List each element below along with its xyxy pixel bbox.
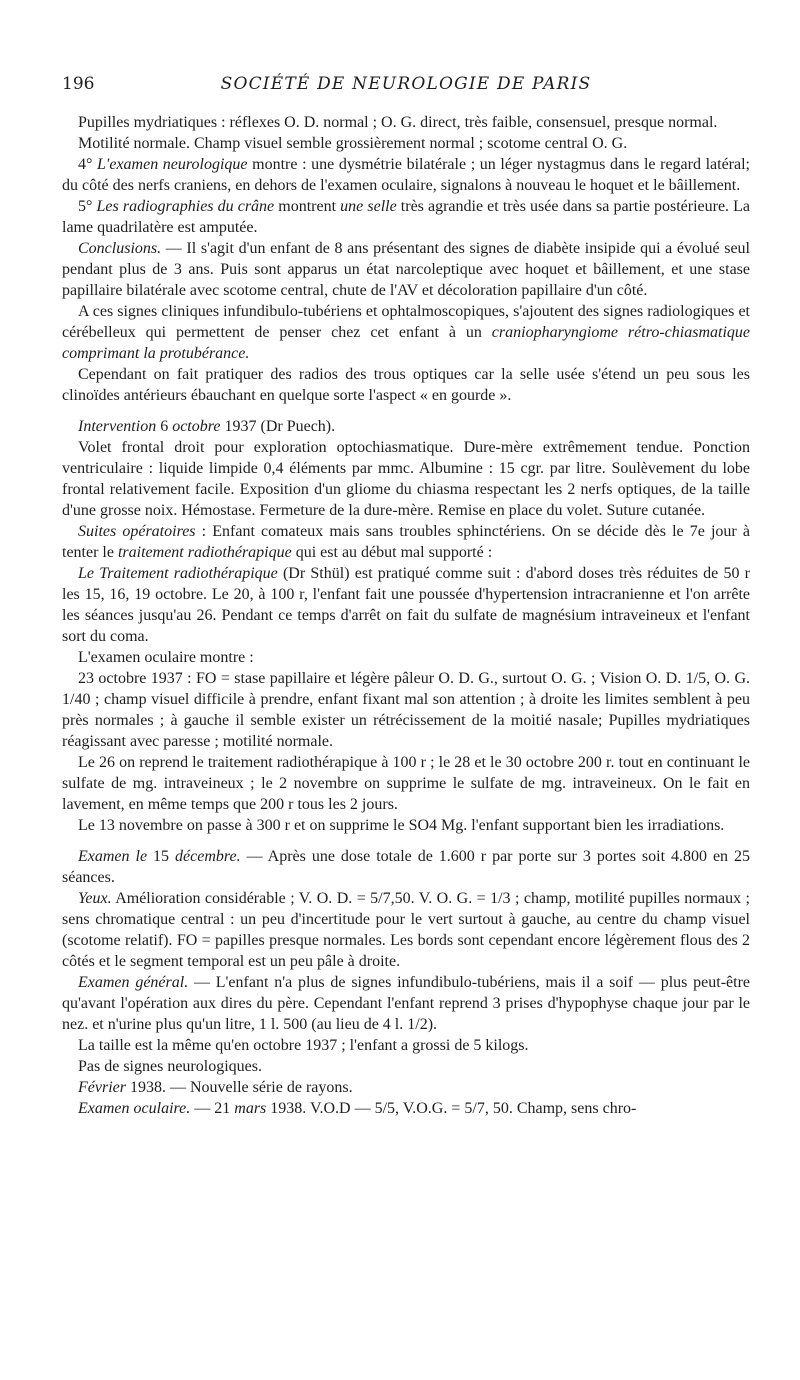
italic-text: mars <box>234 1100 267 1117</box>
text-run: Le 26 on reprend le traitement radiothérapique à 100 r ; le 28 et le 30 octobre 200 r. tout en continuant le sulfate de mg. intraveineux ; le 2 novembre on supprime le sulfate de mg. intraveineux. On le fait en lavement, en même temps que 200 r tous les 2 jours. <box>62 754 750 813</box>
text-run: A ces signes cliniques infundibulo-tubériens et ophtalmoscopiques, s'ajoutent des signes radiologiques et cérébelleux qui permettent de penser chez cet enfant à un <box>62 303 750 341</box>
italic-text: octobre <box>172 418 221 435</box>
italic-text: Conclusions. <box>78 240 162 257</box>
paragraph <box>62 647 750 668</box>
paragraph <box>62 972 750 1035</box>
paragraph <box>62 196 750 238</box>
italic-text: traitement radiothérapique <box>117 544 292 561</box>
text-run: montre : une dysmétrie bilatérale ; un léger nystagmus dans le regard latéral; du côté des nerfs craniens, en dehors de l'examen oculaire, signalons à nouveau le hoquet et le bâillement. <box>62 156 751 194</box>
text-run: 6 <box>156 418 173 435</box>
page-number: 196 <box>62 74 95 94</box>
text-run: : Enfant comateux mais sans troubles sphinctériens. On se décide dès le 7e jour à tenter le <box>62 523 750 561</box>
running-title: SOCIÉTÉ DE NEUROLOGIE DE PARIS <box>220 74 592 94</box>
text-run: Cependant on fait pratiquer des radios des trous optiques car la selle usée s'étend un peu sous les clinoïdes antérieurs ébauchant en quelque sorte l'aspect « en gourde ». <box>62 366 750 404</box>
running-header <box>62 74 750 98</box>
text-run: — Il s'agit d'un enfant de 8 ans présentant des signes de diabète insipide qui a évolué seul pendant plus de 3 ans. Puis sont apparus un état narcoleptique avec hoquet et bâillement, et une stase papillaire bilatérale avec scotome central, chute de l'AV et décoloration papillaire d'un côté. <box>62 240 750 299</box>
text-run: — L'enfant n'a plus de signes infundibulo-tubériens, mais il a soif — plus peut-être qu'avant l'opération aux dires du père. Cependant l'enfant reprend 3 prises d'hypophyse chaque jour par le nez. et n'urine plus qu'un litre, 1 l. 500 (au lieu de 4 l. 1/2). <box>62 974 751 1033</box>
text-run: 5° <box>78 198 97 215</box>
text-run: 4° <box>78 156 98 173</box>
text-run: 15 <box>147 848 176 865</box>
text-run: 1937 (Dr Puech). <box>220 418 336 435</box>
text-run: Volet frontal droit pour exploration optochiasmatique. Dure-mère extrêmement tendue. Ponction ventriculaire : liquide limpide 0,4 éléments par mmc. Albumine : 15 cgr. par litre. Soulèvement du lobe frontal relativement facile. Exposition d'un gliome du chiasma respectant les 2 nerfs optiques, de la taille d'une grosse noix. Hémostase. Fermeture de la dure-mère. Remise en place du volet. Suture cutanée. <box>62 439 750 519</box>
text-run: — 21 <box>190 1100 235 1117</box>
paragraph <box>62 668 750 752</box>
text-run: 1938. V.O.D — 5/5, V.O.G. = 5/7, 50. Champ, sens chro- <box>266 1100 637 1117</box>
paragraph <box>62 1098 750 1119</box>
italic-text: Suites opératoires <box>78 523 196 540</box>
text-run: 23 octobre 1937 : FO = stase papillaire et légère pâleur O. D. G., surtout O. G. ; Vision O. D. 1/5, O. G. 1/40 ; champ visuel difficile à prendre, enfant fixant mal son attention ; à droite les limites semblent à peu près normales ; à gauche il semble exister un rétrécissement de la moitié nasale; Pupilles mydriatiques réagissant avec paresse ; motilité normale. <box>62 670 750 750</box>
text-run: Amélioration considérable ; V. O. D. = 5/7,50. V. O. G. = 1/3 ; champ, motilité pupilles normaux ; sens chromatique central : un peu d'incertitude pour le vert surtout à gauche, au centre du champ visuel (scotome relatif). FO = papilles presque normales. Les bords sont cependant encore légèrement flous des 2 côtés et le segment temporal est un peu pâle à droite. <box>62 890 750 970</box>
text-run: — Après une dose totale de 1.600 r par porte sur 3 portes soit 4.800 en 25 séances. <box>62 848 751 886</box>
italic-text: Examen oculaire. <box>78 1100 191 1117</box>
italic-text: Intervention <box>78 418 157 435</box>
paragraph <box>62 1035 750 1056</box>
paragraph <box>62 521 750 563</box>
italic-text: Examen général. <box>78 974 189 991</box>
text-run: Pupilles mydriatiques : réflexes O. D. normal ; O. G. direct, très faible, consensuel, presque normal. <box>78 114 718 131</box>
paragraph <box>62 416 750 437</box>
italic-text: Février <box>78 1079 126 1096</box>
paragraph <box>62 364 750 406</box>
italic-text: L'examen neurologique <box>97 156 248 173</box>
paragraph <box>62 1077 750 1098</box>
italic-text: Yeux. <box>78 890 112 907</box>
paragraph <box>62 301 750 364</box>
italic-text: Les radiographies du crâne <box>96 198 275 215</box>
paragraph <box>62 563 750 647</box>
article-body <box>62 112 750 1119</box>
text-run: (Dr Sthül) est pratiqué comme suit : d'abord doses très réduites de 50 r les 15, 16, 19 octobre. Le 20, à 100 r, l'enfant fait une poussée d'hypertension intracranienne et l'on arrête les séances jusqu'au 26. Pendant ce temps d'arrêt on fait du sulfate de magnésium intraveineux et l'enfant sort du coma. <box>62 565 750 645</box>
paragraph <box>62 437 750 521</box>
paragraph <box>62 238 750 301</box>
paragraph <box>62 752 750 815</box>
text-run: L'examen oculaire montre : <box>78 649 254 666</box>
paragraph <box>62 846 750 888</box>
paragraph <box>62 1056 750 1077</box>
paragraph <box>62 112 750 133</box>
text-run: très agrandie et très usée dans sa partie postérieure. La lame quadrilatère est amputée. <box>62 198 751 236</box>
text-run: montrent <box>274 198 341 215</box>
text-run: Motilité normale. Champ visuel semble grossièrement normal ; scotome central O. G. <box>78 135 628 152</box>
text-run: La taille est la même qu'en octobre 1937 ; l'enfant a grossi de 5 kilogs. <box>78 1037 529 1054</box>
text-run: qui est au début mal supporté : <box>291 544 493 561</box>
italic-text: Le Traitement radiothérapique <box>78 565 278 582</box>
paragraph <box>62 815 750 836</box>
text-run: Pas de signes neurologiques. <box>78 1058 262 1075</box>
italic-text: une selle <box>340 198 397 215</box>
paragraph <box>62 154 750 196</box>
italic-text: Examen le <box>78 848 148 865</box>
text-run: Le 13 novembre on passe à 300 r et on supprime le SO4 Mg. l'enfant supportant bien les irradiations. <box>78 817 725 834</box>
italic-text: décembre. <box>175 848 241 865</box>
paragraph <box>62 888 750 972</box>
paragraph <box>62 133 750 154</box>
italic-text: craniopharyngiome rétro-chiasmatique comprimant la protubérance. <box>62 324 750 362</box>
text-run: 1938. — Nouvelle série de rayons. <box>125 1079 353 1096</box>
